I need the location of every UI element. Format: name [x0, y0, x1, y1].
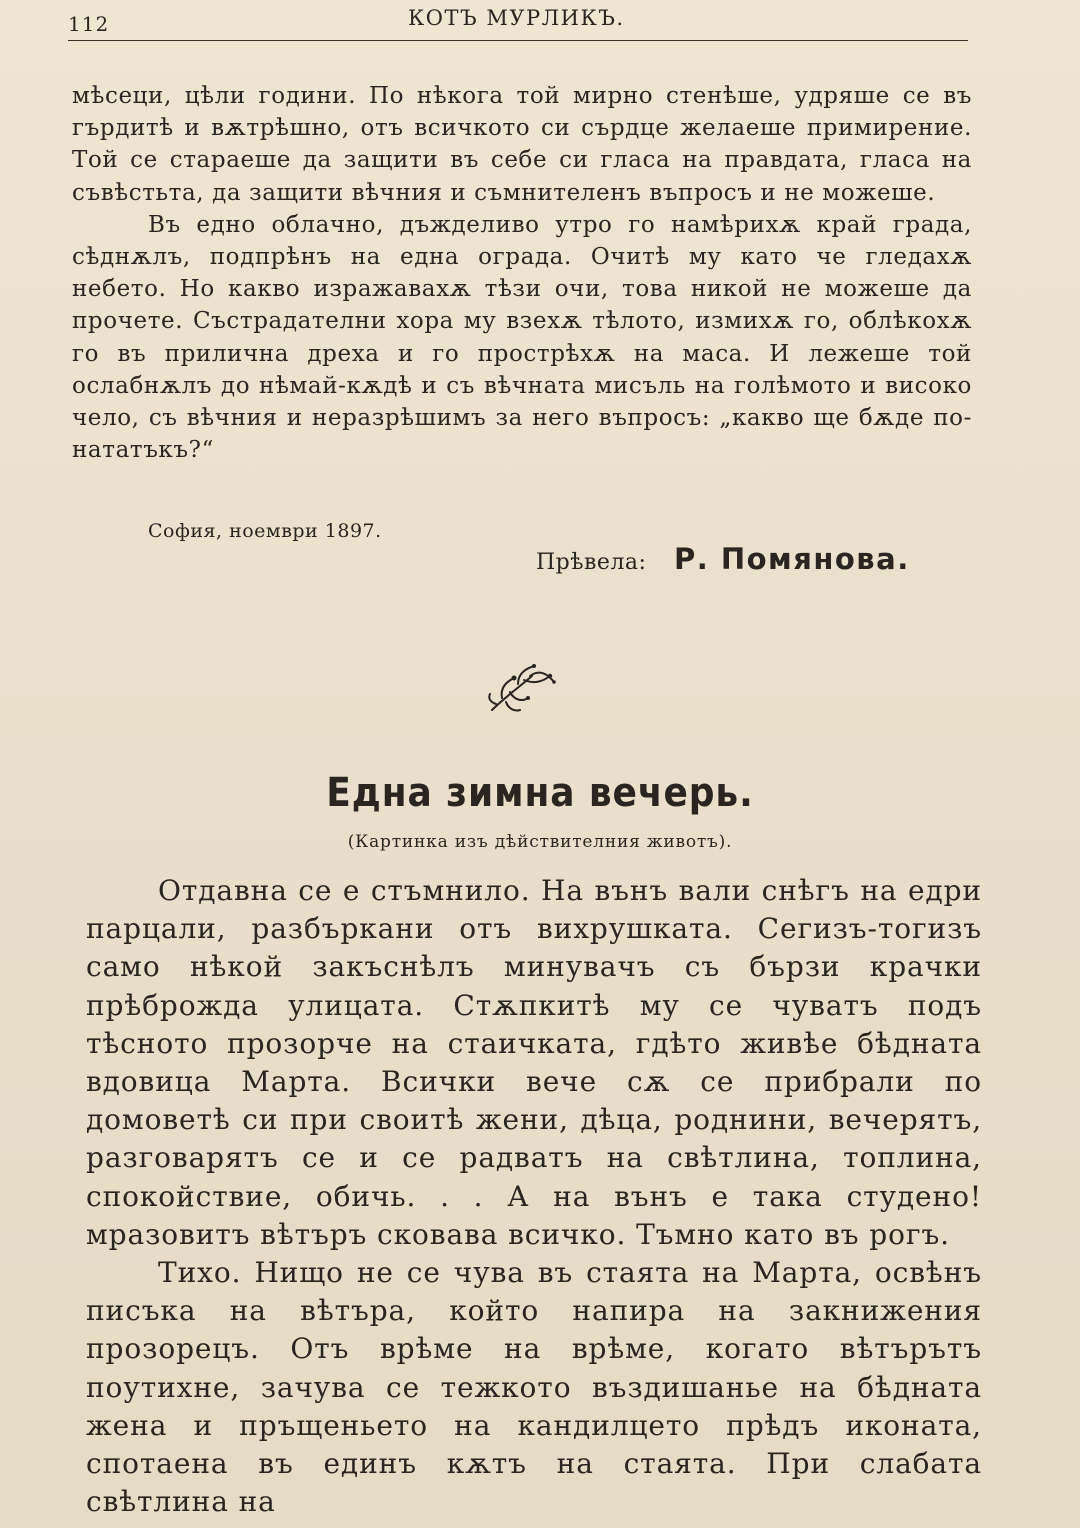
- paragraph: мѣсеци, цѣли години. По нѣкога той мирно стенѣше, удряше се въ гърдитѣ и вѫтрѣшно, отъ всичкото си сърдце желаеше примирение. Той се стараеше да защити въ себе си гласа на правдата, гласа на съвѣстьта, да защити вѣчния и съмнителенъ въпросъ и не можеше.: [72, 83, 972, 206]
- running-title: КОТЪ МУРЛИКЪ.: [408, 6, 625, 30]
- translator-name: Р. Помянова.: [673, 542, 910, 576]
- floral-vignette-icon: [484, 658, 564, 718]
- page-number: 112: [68, 12, 110, 36]
- translator-label: Прѣвела:: [536, 550, 647, 575]
- page-header: [68, 0, 968, 41]
- place-date: София, ноември 1897.: [148, 520, 382, 542]
- paragraph: Тихо. Нищо не се чува въ стаята на Марта, освѣнъ писъка на вѣтъра, който напира на закнижения прозорецъ. Отъ врѣме на врѣме, когато вѣтърътъ поутихне, зачува се тежкото въздишанье на бѣдната жена и пръщеньето на кандилцето прѣдъ иконата, спотаена въ единъ кѫтъ на стаята. При слабата свѣтлина на: [86, 1256, 982, 1519]
- paragraph: Отдавна се е стъмнило. На вънъ вали снѣгъ на едри парцали, разбъркани отъ вихрушката. Сегизъ-тогизъ само нѣкой закъснѣлъ минувачъ съ бързи крачки прѣброжда улицата. Стѫпкитѣ му се чуватъ подъ тѣсното прозорче на стаичката, гдѣто живѣе бѣдната вдовица Марта. Всички вече сѫ се прибрали по домоветѣ си при своитѣ жени, дѣца, роднини, вечерятъ, разговарятъ се и се радватъ на свѣтлина, топлина, спокойствие, обичь. . . А на вънъ е така студено! мразовитъ вѣтъръ сковава всичко. Тъмно като въ рогъ.: [86, 874, 982, 1251]
- story-subtitle: (Картинка изъ дѣйствителния животъ).: [347, 832, 733, 852]
- translator-credit: [536, 542, 910, 576]
- previous-story-text: [72, 80, 972, 466]
- story-title: Една зимна вечерь.: [326, 770, 754, 816]
- story-text: [86, 872, 982, 1521]
- paragraph: Въ едно облачно, дъжделиво утро го намѣрихѫ край града, сѣднѫлъ, подпрѣнъ на една ограда. Очитѣ му като че гледахѫ небето. Но какво изражавахѫ тѣзи очи, това никой не можеше да прочете. Състрадателни хора му взехѫ тѣлото, измихѫ го, облѣкохѫ го въ прилична дреха и го прострѣхѫ на маса. И лежеше той ослабнѫлъ до нѣмай-кѫдѣ и съ вѣчната мисъль на голѣмото и високо чело, съ вѣчния и неразрѣшимъ за него въпросъ: „какво ще бѫде по-нататъкъ?“: [72, 211, 972, 464]
